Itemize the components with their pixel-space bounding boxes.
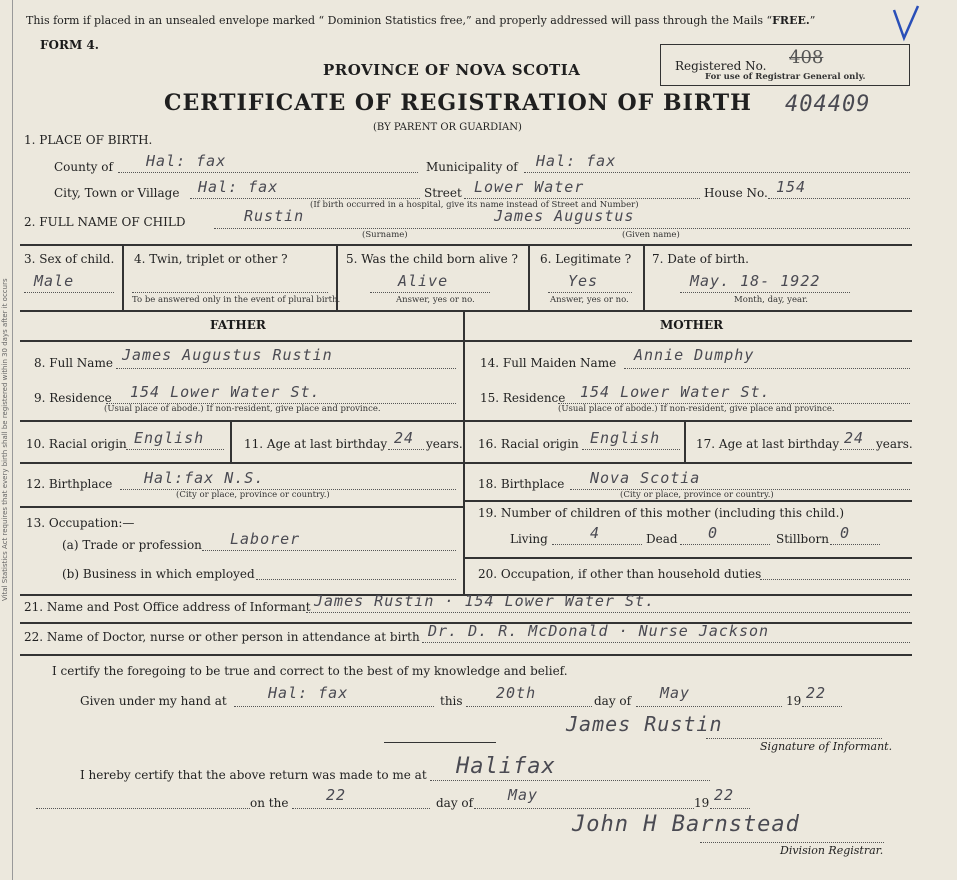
margin-line	[12, 0, 13, 880]
on-the-label: on the	[250, 796, 289, 810]
trade-value: Laborer	[230, 530, 301, 548]
street-value: Lower Water	[474, 178, 585, 196]
doctor-label: 22. Name of Doctor, nurse or other person in attendance at birth	[24, 630, 420, 644]
municipality-label: Municipality of	[426, 160, 518, 174]
child-surname-value: Rustin	[244, 207, 305, 225]
county-label: County of	[54, 160, 113, 174]
informant-signature-caption: Signature of Informant.	[760, 740, 893, 753]
registrar-use-note: For use of Registrar General only.	[705, 72, 866, 82]
legitimate-note: Answer, yes or no.	[550, 295, 629, 305]
check-mark-icon	[890, 4, 920, 44]
mail-notice-end: ”	[809, 14, 816, 27]
mother-racial-label: 16. Racial origin	[478, 437, 579, 451]
doctor-value: Dr. D. R. McDonald · Nurse Jackson	[428, 622, 770, 640]
mother-age-label: 17. Age at last birthday	[696, 437, 840, 451]
given-year-suffix: 22	[806, 684, 827, 702]
registrar-caption: Division Registrar.	[780, 844, 884, 857]
certification-statement: I certify the foregoing to be true and correct to the best of my knowledge and belief.	[52, 664, 568, 678]
father-racial-label: 10. Racial origin	[26, 437, 127, 451]
stillborn-label: Stillborn	[776, 532, 829, 546]
dead-value: 0	[708, 524, 719, 542]
mail-notice-free: FREE.	[772, 14, 810, 27]
given-under-label: Given under my hand at	[80, 694, 227, 708]
mother-maiden-name-value: Annie Dumphy	[634, 346, 755, 364]
given-year-prefix: 19	[786, 694, 802, 708]
registrar-statement: I hereby certify that the above return was made to me at	[80, 768, 427, 782]
registrar-year-prefix: 19	[694, 796, 710, 810]
county-value: Hal: fax	[146, 152, 227, 170]
registrar-month-value: May	[508, 786, 539, 804]
this-label: this	[440, 694, 463, 708]
father-age-value: 24	[394, 429, 415, 447]
registered-number-box	[660, 44, 910, 86]
registrar-place-value: Halifax	[456, 754, 556, 779]
registered-number-value: 408	[789, 47, 824, 68]
father-years-label: years.	[426, 437, 463, 451]
alive-note: Answer, yes or no.	[396, 295, 475, 305]
mother-residence-value: 154 Lower Water St.	[580, 383, 771, 401]
mother-maiden-name-label: 14. Full Maiden Name	[480, 356, 617, 370]
living-label: Living	[510, 532, 548, 546]
living-value: 4	[590, 524, 601, 542]
father-birthplace-note: (City or place, province or country.)	[176, 490, 330, 500]
occupation-label: 13. Occupation:—	[26, 516, 135, 530]
surname-caption: (Surname)	[362, 230, 408, 240]
mother-years-label: years.	[876, 437, 913, 451]
place-of-birth-heading: 1. PLACE OF BIRTH.	[24, 133, 153, 147]
mother-birthplace-label: 18. Birthplace	[478, 477, 565, 491]
province-heading: PROVINCE OF NOVA SCOTIA	[323, 61, 581, 79]
city-value: Hal: fax	[198, 178, 279, 196]
alive-label: 5. Was the child born alive ?	[346, 252, 518, 266]
dead-label: Dead	[646, 532, 678, 546]
mother-birthplace-value: Nova Scotia	[590, 469, 701, 487]
child-given-name-value: James Augustus	[494, 207, 635, 225]
registrar-day-of-label: day of	[436, 796, 474, 810]
day-of-label: day of	[594, 694, 632, 708]
mother-racial-value: English	[590, 429, 661, 447]
given-name-caption: (Given name)	[622, 230, 680, 240]
given-month-value: May	[660, 684, 691, 702]
mother-heading: MOTHER	[660, 318, 724, 332]
sex-label: 3. Sex of child.	[24, 252, 115, 266]
house-number-label: House No.	[704, 186, 768, 200]
date-of-birth-label: 7. Date of birth.	[652, 252, 749, 266]
twin-note: To be answered only in the event of plural birth.	[132, 295, 341, 305]
twin-label: 4. Twin, triplet or other ?	[134, 252, 288, 266]
date-of-birth-value: May. 18- 1922	[690, 272, 821, 290]
child-name-label: 2. FULL NAME OF CHILD	[24, 215, 186, 229]
informant-signature: James Rustin	[566, 712, 723, 736]
mail-notice	[26, 14, 815, 27]
father-residence-note: (Usual place of abode.) If non-resident, give place and province.	[104, 404, 381, 414]
certificate-subtitle: (BY PARENT OR GUARDIAN)	[373, 122, 522, 133]
father-birthplace-value: Hal:fax N.S.	[144, 469, 265, 487]
father-residence-label: 9. Residence	[34, 391, 112, 405]
side-margin-note: Vital Statistics Act requires that every birth shall be registered within 30 days after it occurs	[1, 278, 9, 602]
given-place-value: Hal: fax	[268, 684, 349, 702]
father-racial-value: English	[134, 429, 205, 447]
informant-value: James Rustin · 154 Lower Water St.	[314, 592, 656, 610]
father-name-value: James Augustus Rustin	[122, 346, 333, 364]
father-name-label: 8. Full Name	[34, 356, 113, 370]
informant-label: 21. Name and Post Office address of Informant	[24, 600, 311, 614]
legitimate-label: 6. Legitimate ?	[540, 252, 632, 266]
mother-birthplace-note: (City or place, province or country.)	[620, 490, 774, 500]
street-label: Street	[424, 186, 462, 200]
house-number-value: 154	[776, 178, 807, 196]
mother-occupation-label: 20. Occupation, if other than household duties	[478, 567, 762, 581]
mail-notice-text: This form if placed in an unsealed envelope marked “ Dominion Statistics free,” and properly addressed will pass through the Mails “	[26, 14, 773, 27]
mother-residence-label: 15. Residence	[480, 391, 566, 405]
hospital-note: (If birth occurred in a hospital, give its name instead of Street and Number)	[310, 200, 639, 210]
business-label: (b) Business in which employed	[62, 567, 255, 581]
mother-age-value: 24	[844, 429, 865, 447]
certificate-number: 404409	[785, 92, 871, 117]
city-label: City, Town or Village	[54, 186, 180, 200]
father-age-label: 11. Age at last birthday	[244, 437, 388, 451]
father-residence-value: 154 Lower Water St.	[130, 383, 321, 401]
legitimate-value: Yes	[568, 272, 599, 290]
registered-number-label: Registered No.	[675, 59, 767, 73]
trade-label: (a) Trade or profession	[62, 538, 202, 552]
certificate-title: CERTIFICATE OF REGISTRATION OF BIRTH	[164, 90, 752, 116]
registrar-signature: John H Barnstead	[572, 812, 800, 837]
alive-value: Alive	[398, 272, 449, 290]
given-day-value: 20th	[496, 684, 537, 702]
father-heading: FATHER	[210, 318, 266, 332]
registrar-year-suffix: 22	[714, 786, 735, 804]
sex-value: Male	[34, 272, 75, 290]
form-number: FORM 4.	[40, 38, 99, 52]
children-count-label: 19. Number of children of this mother (including this child.)	[478, 506, 845, 520]
stillborn-value: 0	[840, 524, 851, 542]
date-of-birth-note: Month, day, year.	[734, 295, 808, 305]
mother-residence-note: (Usual place of abode.) If non-resident, give place and province.	[558, 404, 835, 414]
father-birthplace-label: 12. Birthplace	[26, 477, 113, 491]
municipality-value: Hal: fax	[536, 152, 617, 170]
registrar-day-value: 22	[326, 786, 347, 804]
